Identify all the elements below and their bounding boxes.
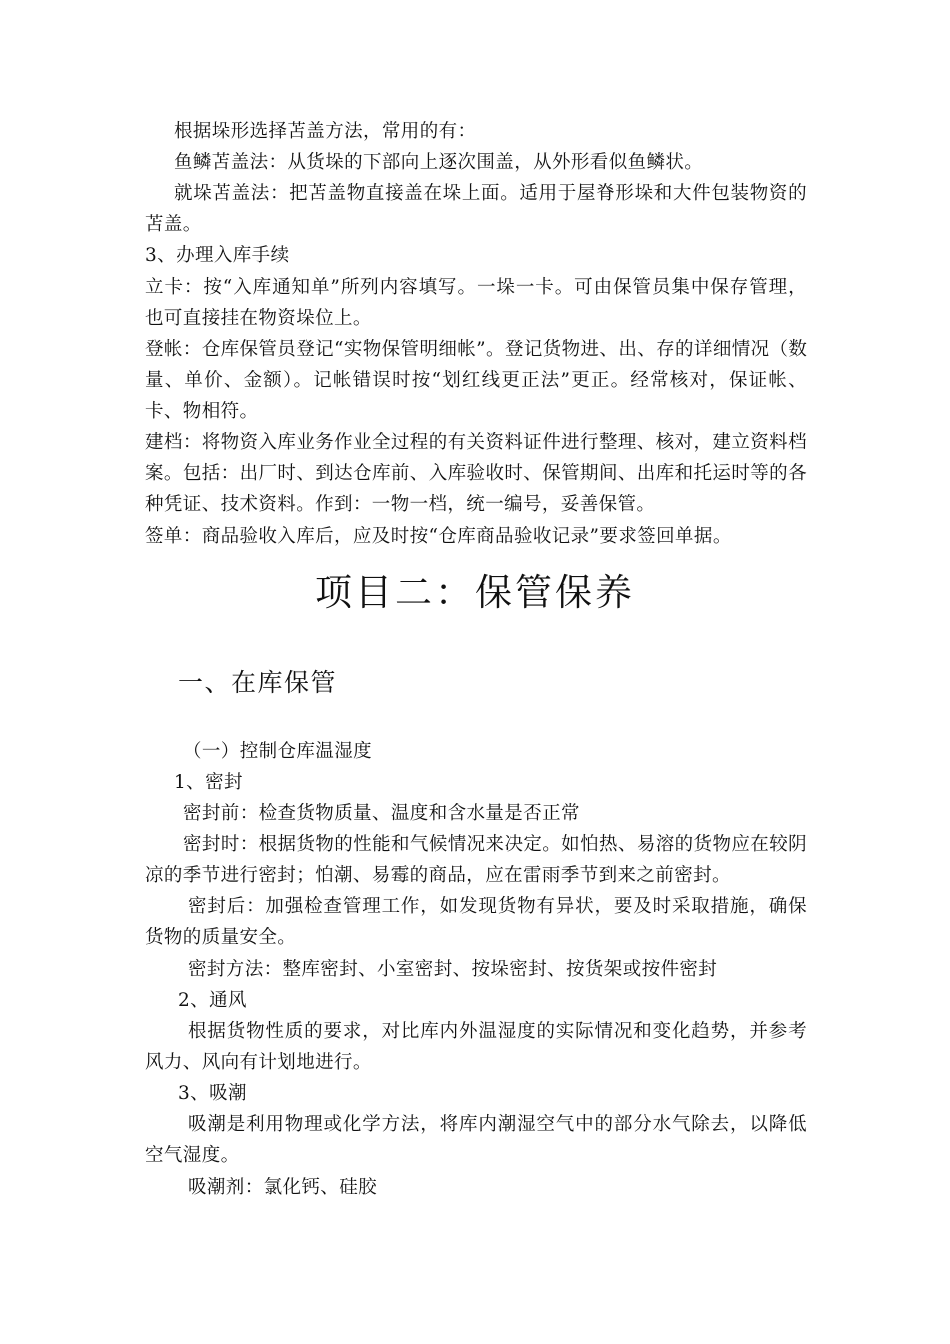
moisture-line-2: 空气湿度。 [145, 1145, 240, 1166]
subsection-heading: （一）控制仓库温湿度 [183, 741, 373, 762]
moisture-heading: 3、吸潮 [178, 1083, 247, 1104]
seal-methods: 密封方法：整库密封、小室密封、按垛密封、按货架或按件密封 [188, 959, 718, 980]
section-heading: 一、在库保管 [178, 668, 338, 697]
ledger-paragraph-line-3: 卡、物相符。 [145, 401, 259, 422]
seal-during-line-2: 凉的季节进行密封；怕潮、易霉的商品，应在雷雨季节到来之前密封。 [145, 865, 731, 886]
ventilation-line-1: 根据货物性质的要求，对比库内外温湿度的实际情况和变化趋势，并参考 [188, 1021, 807, 1042]
sign-paragraph: 签单：商品验收入库后，应及时按“仓库商品验收记录”要求签回单据。 [145, 526, 732, 547]
ventilation-line-2: 风力、风向有计划地进行。 [145, 1052, 372, 1073]
seal-after-line-1: 密封后：加强检查管理工作，如发现货物有异状，要及时采取措施，确保 [188, 896, 807, 917]
archive-paragraph-line-2: 案。包括：出厂时、到达仓库前、入库验收时、保管期间、出库和托运时等的各 [145, 463, 807, 484]
seal-heading: 1、密封 [174, 772, 243, 793]
seal-before: 密封前：检查货物质量、温度和含水量是否正常 [183, 803, 580, 824]
archive-paragraph-line-3: 种凭证、技术资料。作到：一物一档，统一编号，妥善保管。 [145, 494, 656, 515]
card-paragraph-line-1: 立卡：按“入库通知单”所列内容填写。一垛一卡。可由保管员集中保存管理， [145, 277, 807, 298]
fish-scale-method: 鱼鳞苫盖法：从货垛的下部向上逐次围盖，从外形看似鱼鳞状。 [174, 152, 704, 173]
project-title: 项目二：保管保养 [315, 571, 635, 614]
ledger-paragraph-line-2: 量、单价、金额）。记帐错误时按“划红线更正法”更正。经常核对，保证帐、 [145, 370, 807, 391]
intro-paragraph: 根据垛形选择苫盖方法，常用的有： [174, 121, 477, 142]
absorbent-line: 吸潮剂：氯化钙、硅胶 [188, 1177, 378, 1198]
archive-paragraph-line-1: 建档：将物资入库业务作业全过程的有关资料证件进行整理、核对，建立资料档 [145, 432, 807, 453]
moisture-line-1: 吸潮是利用物理或化学方法，将库内潮湿空气中的部分水气除去，以降低 [188, 1114, 807, 1135]
on-pile-method-line-1: 就垛苫盖法：把苫盖物直接盖在垛上面。适用于屋脊形垛和大件包装物资的 [174, 183, 807, 204]
on-pile-method-line-2: 苫盖。 [145, 214, 202, 235]
ventilation-heading: 2、通风 [178, 990, 247, 1011]
seal-during-line-1: 密封时：根据货物的性能和气候情况来决定。如怕热、易溶的货物应在较阴 [183, 834, 807, 855]
card-paragraph-line-2: 也可直接挂在物资垛位上。 [145, 308, 372, 329]
ledger-paragraph-line-1: 登帐：仓库保管员登记“实物保管明细帐”。登记货物进、出、存的详细情况（数 [145, 339, 808, 360]
section-3-heading: 3、办理入库手续 [145, 245, 290, 266]
seal-after-line-2: 货物的质量安全。 [145, 927, 297, 948]
